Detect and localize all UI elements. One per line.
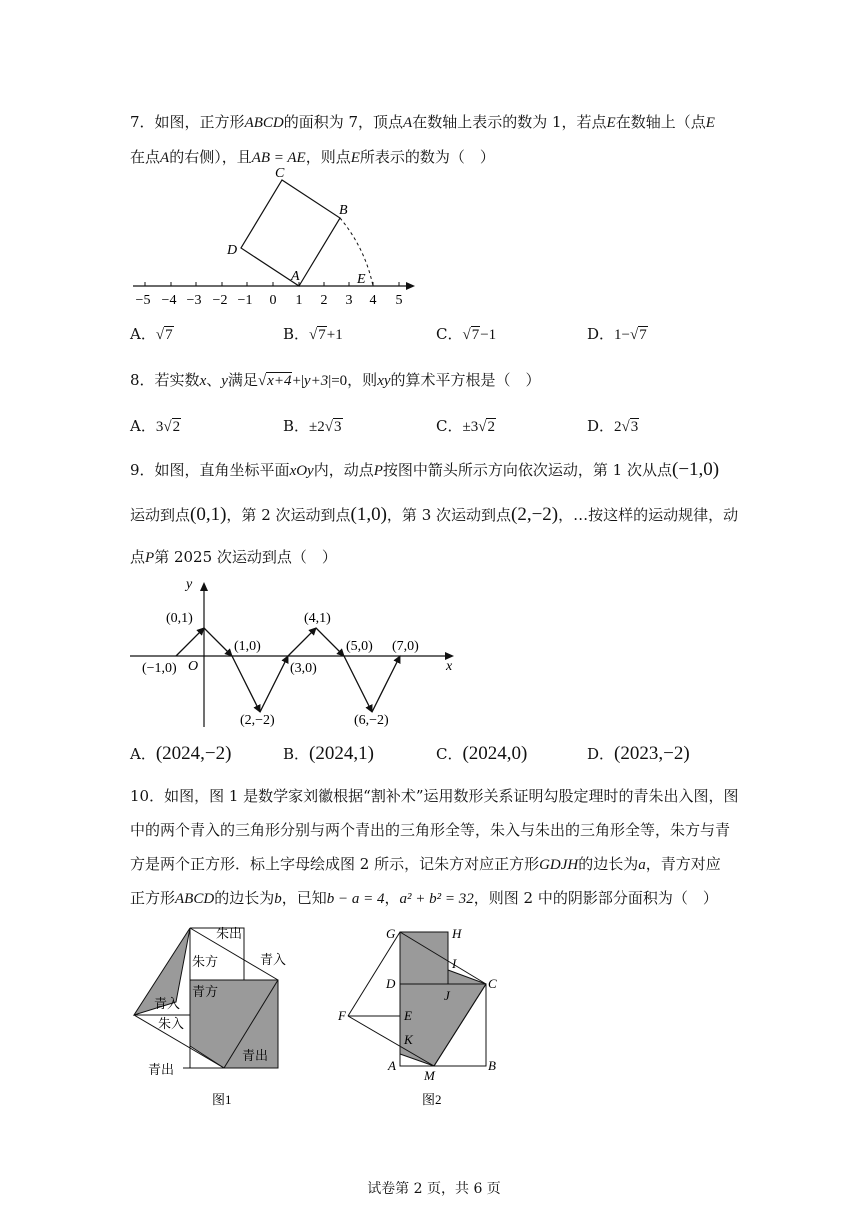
q9-move-segment	[232, 656, 260, 712]
q7-tick-label: −2	[212, 293, 228, 308]
q7-line-1: 7．如图，正方形ABCD的面积为 7，顶点A在数轴上表示的数为 1，若点E在数轴上（点E	[130, 113, 715, 131]
q7-tick-label: −4	[161, 293, 177, 308]
q10-figure-1	[128, 918, 298, 1108]
q7-tick-label: 0	[269, 293, 277, 308]
q9-move-segment	[344, 656, 372, 712]
q9-option-c[interactable]: C．(2024,0)	[436, 743, 528, 764]
q7-tick-label: 5	[395, 293, 403, 308]
q7-number-line-figure	[125, 168, 425, 308]
q7-option-b[interactable]: B．√7+1	[283, 325, 343, 343]
fig2-caption: 图2	[422, 1092, 442, 1107]
q9-point-label: (7,0)	[392, 639, 419, 654]
q7-tick-label: −3	[186, 293, 202, 308]
q9-point-label: (4,1)	[304, 611, 331, 626]
q9-point-label: (0,1)	[166, 611, 193, 626]
q9-point-label: (6,−2)	[354, 713, 389, 728]
q9-move-segment	[260, 656, 288, 712]
q7-tick-label: 4	[369, 293, 377, 308]
fig2-label-e: E	[404, 1008, 412, 1023]
fig2-label-h: H	[452, 926, 462, 941]
q9-option-d[interactable]: D．(2023,−2)	[587, 743, 690, 764]
fig1-label-qingfang: 青方	[192, 984, 219, 999]
q7-tick-label: −5	[135, 293, 151, 308]
q7-label-b: B	[339, 203, 348, 218]
q7-label-a: A	[291, 269, 300, 284]
fig2-shaded-region	[400, 932, 486, 1066]
fig2-line-gf	[348, 932, 400, 1016]
q7-option-d[interactable]: D．1−√7	[587, 325, 647, 343]
q9-option-a[interactable]: A．(2024,−2)	[130, 743, 232, 764]
q9-move-segment	[176, 628, 204, 656]
q9-point-label: (2,−2)	[240, 713, 275, 728]
q7-line-2: 在点A的右侧），且AB = AE，则点E所表示的数为（ ）	[130, 148, 495, 166]
q9-move-segment	[204, 628, 232, 656]
q10-line-2: 中的两个青入的三角形分别与两个青出的三角形全等，朱入与朱出的三角形全等，朱方与青	[130, 821, 731, 839]
fig1-caption: 图1	[212, 1092, 232, 1107]
q9-axis-label-x: x	[446, 659, 453, 674]
q9-move-segment	[288, 628, 316, 656]
fig1-label-qingru-right: 青入	[260, 952, 287, 967]
q10-line-3: 方是两个正方形．标上字母绘成图 2 所示，记朱方对应正方形GDJH的边长为a，青方对应	[130, 855, 721, 873]
q8-line: 8．若实数x、y满足√x+4+|y+3|=0，则xy的算术平方根是（ ）	[130, 371, 541, 389]
fig2-label-a: A	[388, 1058, 396, 1073]
q7-label-d: D	[227, 243, 238, 258]
q10-number: 10．	[130, 787, 165, 805]
q9-line-2: 运动到点(0,1)，第 2 次运动到点(1,0)，第 3 次运动到点(2,−2)，…按这样的运动规律，动	[130, 504, 739, 525]
q9-point-label: (5,0)	[346, 639, 373, 654]
fig2-label-m: M	[424, 1068, 435, 1083]
q7-tick-label: 1	[295, 293, 303, 308]
q7-label-c: C	[275, 166, 285, 181]
fig2-label-c: C	[488, 976, 497, 991]
q9-point-label: (−1,0)	[142, 661, 177, 676]
q8-option-d[interactable]: D．2√3	[587, 417, 639, 435]
q9-line-3: 点P第 2025 次运动到点（ ）	[130, 548, 337, 566]
fig1-label-zhufang: 朱方	[192, 954, 219, 969]
q7-option-a[interactable]: A．√7	[130, 325, 173, 343]
q7-axis-arrow	[406, 282, 415, 290]
q8-option-c[interactable]: C．±3√2	[436, 417, 495, 435]
q9-line-1: 9．如图，直角坐标平面xOy内，动点P按图中箭头所示方向依次运动，第 1 次从点(−1,0)	[130, 459, 720, 480]
q9-origin-label: O	[188, 659, 199, 674]
fig1-label-zhuru: 朱入	[158, 1016, 185, 1031]
q9-axis-label-y: y	[186, 577, 193, 592]
fig2-label-g: G	[386, 926, 396, 941]
fig2-label-k: K	[404, 1032, 413, 1047]
q7-option-c[interactable]: C．√7−1	[436, 325, 497, 343]
q8-number: 8．	[130, 371, 155, 389]
q7-tick-label: −1	[237, 293, 253, 308]
q10-line-1: 10．如图，图 1 是数学家刘徽根据“割补术”运用数形关系证明勾股定理时的青朱出入图，图	[130, 787, 739, 805]
q9-number: 9．	[130, 461, 155, 479]
q7-tick-label: 3	[345, 293, 353, 308]
fig1-label-qingchu-outer: 青出	[148, 1062, 175, 1077]
q9-coordinate-figure	[128, 572, 468, 732]
fig1-label-qingru-left: 青入	[154, 996, 181, 1011]
fig2-label-j: J	[444, 988, 450, 1003]
page-footer: 试卷第 2 页，共 6 页	[367, 1181, 501, 1197]
fig1-label-zhuchu: 朱出	[216, 926, 243, 941]
q8-option-a[interactable]: A．3√2	[130, 417, 181, 435]
q9-y-axis-arrow	[200, 582, 208, 591]
q10-line-4: 正方形ABCD的边长为b，已知b − a = 4，a² + b² = 32，则图 2 中的阴影部分面积为（ ）	[130, 889, 718, 907]
q10-figure-2	[338, 918, 508, 1108]
q9-option-b[interactable]: B．(2024,1)	[283, 743, 374, 764]
q8-option-b[interactable]: B．±2√3	[283, 417, 342, 435]
q9-move-segment	[316, 628, 344, 656]
fig1-label-qingchu-inner: 青出	[242, 1048, 269, 1063]
q7-label-e: E	[357, 272, 366, 287]
q9-move-segment	[372, 656, 400, 712]
q9-point-label: (3,0)	[290, 661, 317, 676]
q9-point-label: (1,0)	[234, 639, 261, 654]
fig2-label-d: D	[386, 976, 396, 991]
fig2-label-b: B	[488, 1058, 496, 1073]
q7-tick-label: 2	[320, 293, 328, 308]
fig2-label-i: I	[452, 956, 457, 971]
q7-number: 7．	[130, 113, 155, 131]
fig2-label-f: F	[338, 1008, 346, 1023]
